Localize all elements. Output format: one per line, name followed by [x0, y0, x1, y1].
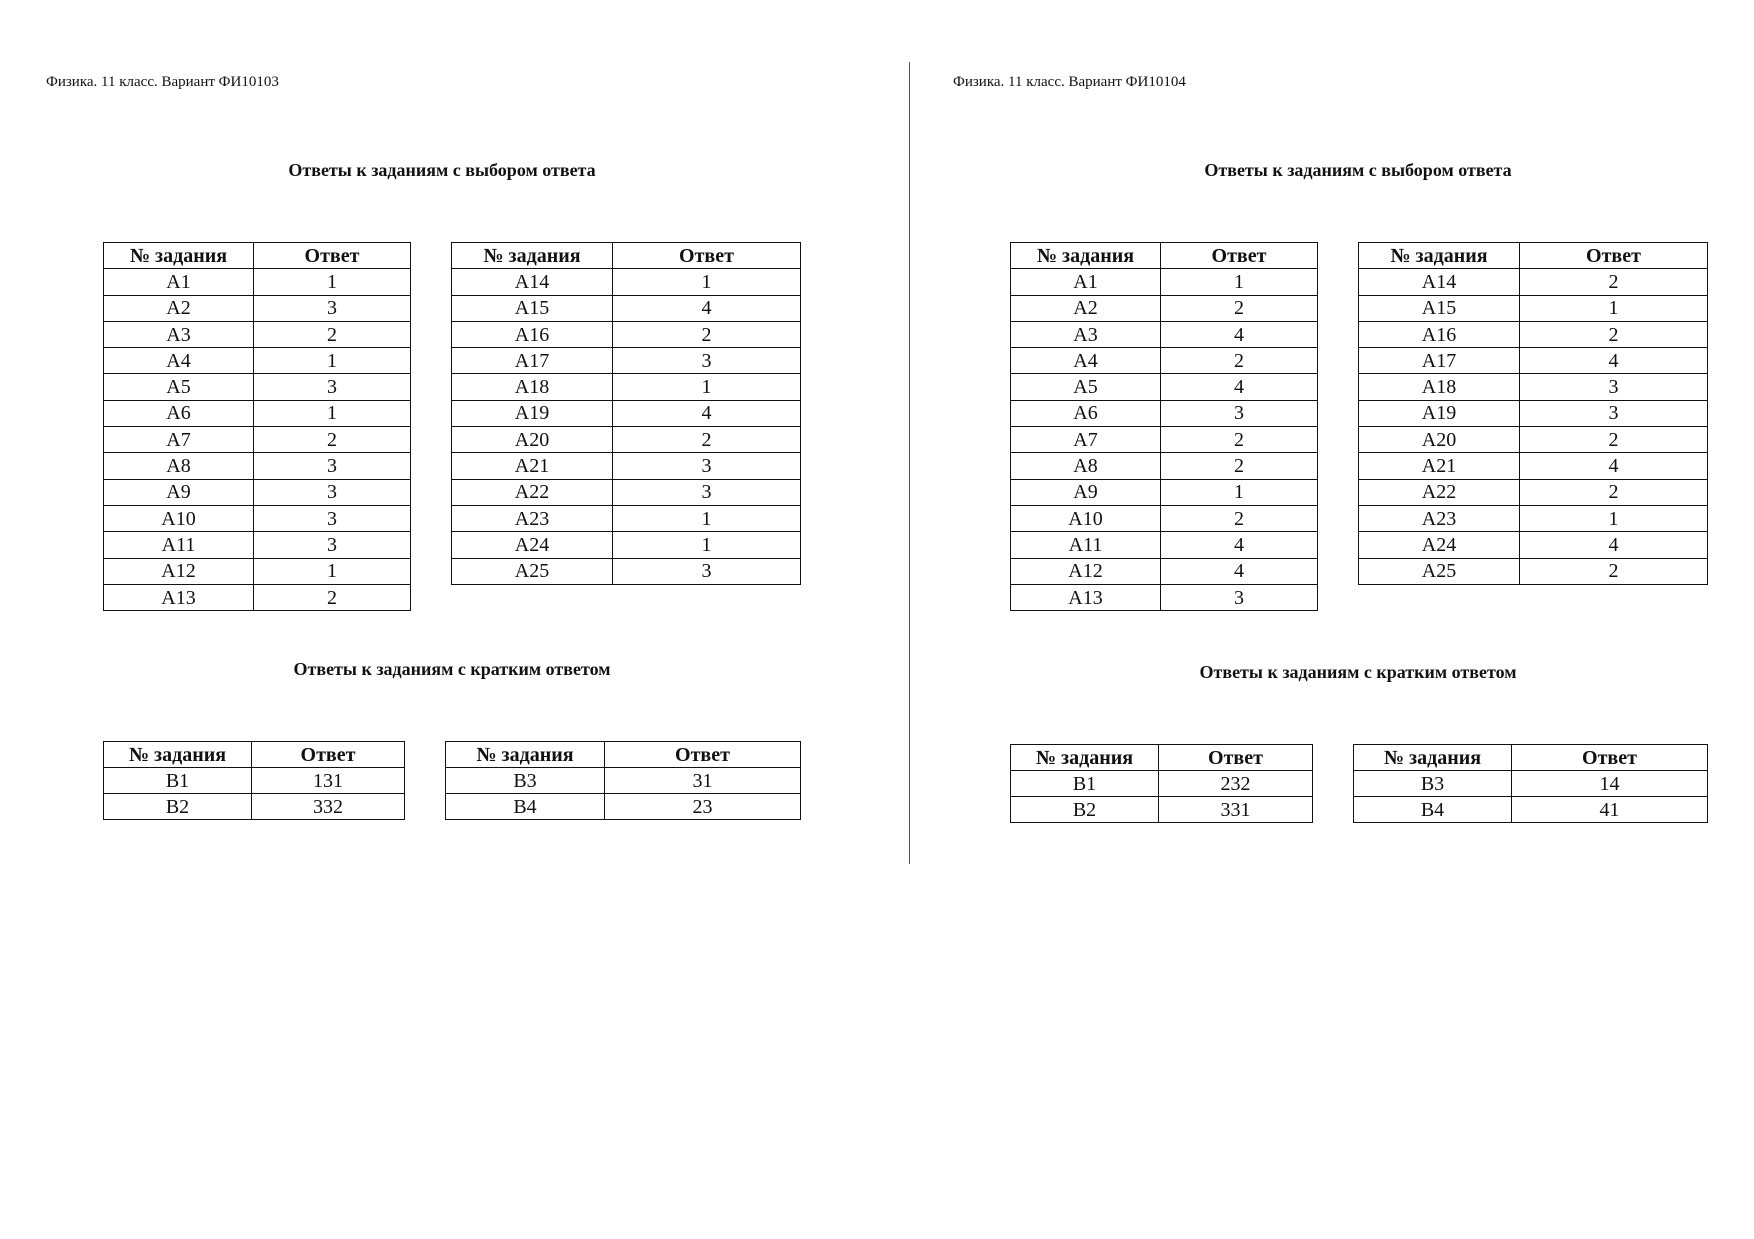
table-row [104, 453, 411, 479]
choice-answers-table [1358, 242, 1708, 585]
table-row [1011, 453, 1318, 479]
task-number-cell: А22 [452, 479, 613, 505]
answer-cell: 2 [1161, 453, 1318, 479]
table-row [1011, 374, 1318, 400]
answer-cell: 331 [1159, 797, 1313, 823]
table-row [1011, 479, 1318, 505]
task-number-cell: А5 [104, 374, 254, 400]
answer-cell: 23 [605, 794, 801, 820]
task-number-cell: А18 [452, 374, 613, 400]
short-answers-table [103, 741, 405, 820]
table-row [452, 453, 801, 479]
answer-cell: 2 [1161, 295, 1318, 321]
task-number-cell: А2 [104, 295, 254, 321]
task-number-cell: А9 [104, 479, 254, 505]
table-row [1011, 771, 1313, 797]
column-header-answer: Ответ [613, 243, 801, 269]
answer-cell: 4 [1161, 558, 1318, 584]
answer-cell: 3 [613, 348, 801, 374]
answer-cell: 1 [613, 374, 801, 400]
column-header-task: № задания [104, 243, 254, 269]
answer-cell: 1 [254, 558, 411, 584]
table-row [1011, 797, 1313, 823]
choice-answers-table [1010, 242, 1318, 611]
column-header-answer: Ответ [252, 742, 405, 768]
answer-cell: 1 [613, 532, 801, 558]
short-answers-table [445, 741, 801, 820]
task-number-cell: А1 [104, 269, 254, 295]
task-number-cell: А15 [1359, 295, 1520, 321]
answer-cell: 2 [1161, 505, 1318, 531]
answer-cell: 2 [613, 321, 801, 347]
task-number-cell: А24 [1359, 532, 1520, 558]
table-row [1011, 348, 1318, 374]
choice-answers-table [451, 242, 801, 585]
answer-cell: 2 [613, 427, 801, 453]
task-number-cell: А20 [1359, 427, 1520, 453]
task-number-cell: В2 [104, 794, 252, 820]
table-body [1354, 771, 1708, 823]
table-row [452, 374, 801, 400]
task-number-cell: А11 [104, 532, 254, 558]
task-number-cell: А17 [1359, 348, 1520, 374]
column-header-answer: Ответ [254, 243, 411, 269]
page-header: Физика. 11 класс. Вариант ФИ10103 [46, 74, 279, 90]
task-number-cell: В1 [104, 768, 252, 794]
page-header: Физика. 11 класс. Вариант ФИ10104 [953, 74, 1186, 90]
table-row [104, 532, 411, 558]
table-body [1359, 269, 1708, 585]
table-row [104, 400, 411, 426]
answer-cell: 4 [1520, 453, 1708, 479]
table-row [1359, 374, 1708, 400]
task-number-cell: В3 [446, 768, 605, 794]
task-number-cell: А17 [452, 348, 613, 374]
task-number-cell: А6 [1011, 400, 1161, 426]
task-number-cell: А13 [1011, 584, 1161, 610]
answer-cell: 3 [254, 505, 411, 531]
answer-cell: 332 [252, 794, 405, 820]
task-number-cell: А12 [1011, 558, 1161, 584]
task-number-cell: А10 [104, 505, 254, 531]
table-row [1011, 269, 1318, 295]
answer-cell: 2 [1520, 269, 1708, 295]
answer-cell: 3 [1161, 584, 1318, 610]
table-row [104, 295, 411, 321]
table-row [104, 794, 405, 820]
task-number-cell: А8 [1011, 453, 1161, 479]
table-row [452, 348, 801, 374]
column-header-answer: Ответ [1161, 243, 1318, 269]
answer-cell: 4 [1520, 532, 1708, 558]
answer-cell: 2 [1520, 558, 1708, 584]
task-number-cell: А21 [452, 453, 613, 479]
task-number-cell: А24 [452, 532, 613, 558]
column-header-task: № задания [104, 742, 252, 768]
task-number-cell: А7 [1011, 427, 1161, 453]
task-number-cell: А3 [104, 321, 254, 347]
task-number-cell: А6 [104, 400, 254, 426]
task-number-cell: А19 [1359, 400, 1520, 426]
task-number-cell: А21 [1359, 453, 1520, 479]
task-number-cell: В3 [1354, 771, 1512, 797]
answer-cell: 1 [1520, 295, 1708, 321]
table-row [452, 479, 801, 505]
task-number-cell: А23 [452, 505, 613, 531]
table-body [1011, 771, 1313, 823]
task-number-cell: А14 [1359, 269, 1520, 295]
table-row [446, 794, 801, 820]
task-number-cell: В4 [446, 794, 605, 820]
table-row [452, 400, 801, 426]
table-row [104, 321, 411, 347]
answer-cell: 3 [254, 374, 411, 400]
column-header-answer: Ответ [605, 742, 801, 768]
task-number-cell: А11 [1011, 532, 1161, 558]
answer-cell: 31 [605, 768, 801, 794]
table-row [1359, 453, 1708, 479]
task-number-cell: А16 [1359, 321, 1520, 347]
column-header-task: № задания [1354, 745, 1512, 771]
table-row [104, 558, 411, 584]
task-number-cell: А4 [104, 348, 254, 374]
table-row [1359, 558, 1708, 584]
task-number-cell: А20 [452, 427, 613, 453]
answer-cell: 232 [1159, 771, 1313, 797]
table-row [1359, 505, 1708, 531]
task-number-cell: В1 [1011, 771, 1159, 797]
answer-cell: 1 [254, 348, 411, 374]
table-row [104, 768, 405, 794]
table-body [446, 768, 801, 820]
table-row [1011, 584, 1318, 610]
answer-cell: 1 [1161, 479, 1318, 505]
table-body [104, 269, 411, 611]
column-header-task: № задания [1359, 243, 1520, 269]
choice-answers-table [103, 242, 411, 611]
task-number-cell: А15 [452, 295, 613, 321]
answer-cell: 3 [254, 295, 411, 321]
answer-cell: 3 [254, 479, 411, 505]
answer-cell: 1 [613, 269, 801, 295]
task-number-cell: А5 [1011, 374, 1161, 400]
short-answers-title: Ответы к заданиям с кратким ответом [1199, 662, 1517, 682]
table-row [1359, 321, 1708, 347]
answer-cell: 4 [1161, 374, 1318, 400]
answer-cell: 4 [1161, 321, 1318, 347]
answer-cell: 4 [1161, 532, 1318, 558]
table-row [1011, 427, 1318, 453]
table-row [1359, 348, 1708, 374]
table-row [1011, 505, 1318, 531]
table-row [1359, 400, 1708, 426]
column-header-answer: Ответ [1159, 745, 1313, 771]
task-number-cell: А23 [1359, 505, 1520, 531]
table-body [1011, 269, 1318, 611]
table-row [1011, 558, 1318, 584]
task-number-cell: А2 [1011, 295, 1161, 321]
table-row [452, 269, 801, 295]
answer-cell: 41 [1512, 797, 1708, 823]
table-row [104, 584, 411, 610]
table-row [452, 295, 801, 321]
column-header-task: № задания [446, 742, 605, 768]
column-header-task: № задания [1011, 243, 1161, 269]
table-row [1011, 295, 1318, 321]
table-row [1354, 771, 1708, 797]
answer-cell: 1 [1161, 269, 1318, 295]
column-header-answer: Ответ [1512, 745, 1708, 771]
answer-cell: 3 [613, 479, 801, 505]
column-header-task: № задания [1011, 745, 1159, 771]
task-number-cell: А4 [1011, 348, 1161, 374]
table-row [104, 427, 411, 453]
answer-cell: 3 [613, 558, 801, 584]
answer-cell: 1 [613, 505, 801, 531]
task-number-cell: А13 [104, 584, 254, 610]
table-row [1359, 479, 1708, 505]
table-row [104, 374, 411, 400]
answer-cell: 3 [613, 453, 801, 479]
task-number-cell: А19 [452, 400, 613, 426]
table-row [1354, 797, 1708, 823]
table-row [1359, 295, 1708, 321]
answer-cell: 3 [254, 532, 411, 558]
answer-cell: 3 [1520, 374, 1708, 400]
answer-cell: 4 [613, 400, 801, 426]
answer-cell: 2 [1161, 427, 1318, 453]
answer-cell: 1 [1520, 505, 1708, 531]
short-answers-table [1353, 744, 1708, 823]
answer-cell: 2 [1520, 479, 1708, 505]
answer-cell: 2 [1520, 427, 1708, 453]
answer-cell: 4 [1520, 348, 1708, 374]
task-number-cell: А16 [452, 321, 613, 347]
answer-cell: 1 [254, 269, 411, 295]
table-row [1359, 269, 1708, 295]
task-number-cell: А10 [1011, 505, 1161, 531]
task-number-cell: А12 [104, 558, 254, 584]
task-number-cell: А8 [104, 453, 254, 479]
choice-answers-title: Ответы к заданиям с выбором ответа [288, 160, 596, 180]
table-row [452, 505, 801, 531]
answer-cell: 2 [1520, 321, 1708, 347]
task-number-cell: А9 [1011, 479, 1161, 505]
answer-cell: 3 [1161, 400, 1318, 426]
answer-cell: 131 [252, 768, 405, 794]
answer-cell: 1 [254, 400, 411, 426]
task-number-cell: В4 [1354, 797, 1512, 823]
task-number-cell: А7 [104, 427, 254, 453]
choice-answers-title: Ответы к заданиям с выбором ответа [1204, 160, 1512, 180]
short-answers-table [1010, 744, 1313, 823]
table-row [1011, 321, 1318, 347]
answer-cell: 14 [1512, 771, 1708, 797]
table-row [1011, 400, 1318, 426]
answer-cell: 3 [1520, 400, 1708, 426]
short-answers-title: Ответы к заданиям с кратким ответом [293, 659, 611, 679]
task-number-cell: А14 [452, 269, 613, 295]
table-row [104, 505, 411, 531]
task-number-cell: В2 [1011, 797, 1159, 823]
answer-cell: 2 [254, 584, 411, 610]
task-number-cell: А3 [1011, 321, 1161, 347]
table-row [452, 427, 801, 453]
task-number-cell: А25 [1359, 558, 1520, 584]
table-row [104, 348, 411, 374]
table-row [1359, 532, 1708, 558]
answer-cell: 3 [254, 453, 411, 479]
answer-cell: 2 [1161, 348, 1318, 374]
table-row [1359, 427, 1708, 453]
answer-cell: 2 [254, 321, 411, 347]
column-header-task: № задания [452, 243, 613, 269]
task-number-cell: А22 [1359, 479, 1520, 505]
task-number-cell: А1 [1011, 269, 1161, 295]
table-body [104, 768, 405, 820]
task-number-cell: А25 [452, 558, 613, 584]
page-variant-2 [910, 0, 1754, 1239]
table-body [452, 269, 801, 585]
column-header-answer: Ответ [1520, 243, 1708, 269]
answer-cell: 4 [613, 295, 801, 321]
table-row [446, 768, 801, 794]
answer-cell: 2 [254, 427, 411, 453]
table-row [104, 269, 411, 295]
table-row [104, 479, 411, 505]
task-number-cell: А18 [1359, 374, 1520, 400]
table-row [452, 558, 801, 584]
table-row [452, 321, 801, 347]
table-row [1011, 532, 1318, 558]
table-row [452, 532, 801, 558]
